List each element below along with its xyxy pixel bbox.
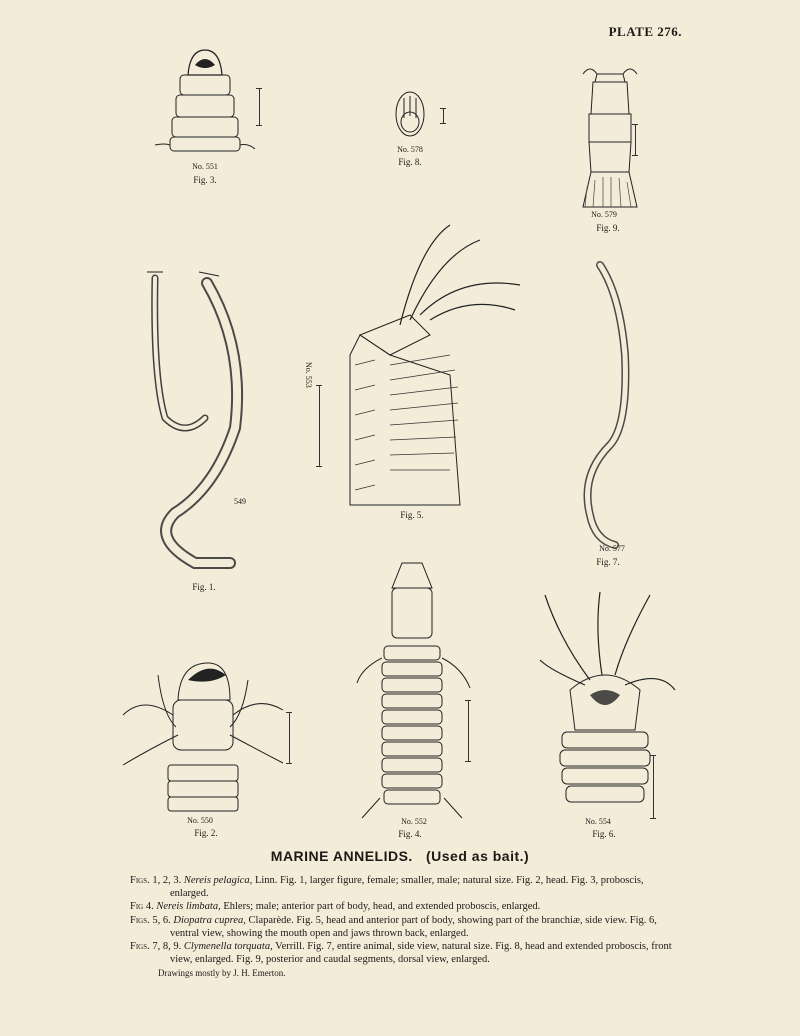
figure-5-label: Fig. 5. xyxy=(400,510,424,520)
caption-species: Nereis limbata, xyxy=(156,901,221,913)
figure-9-label: Fig. 9. xyxy=(596,223,620,233)
caption-figs: Figs. 5, 6. xyxy=(130,914,171,926)
figure-1-drawing xyxy=(135,258,275,578)
figure-3-drawing xyxy=(150,45,260,160)
caption-line xyxy=(130,940,675,966)
scale-bar-fig-9 xyxy=(632,124,638,156)
figure-4-label: Fig. 4. xyxy=(398,829,422,839)
caption-line xyxy=(130,914,675,940)
caption-species: Nereis pelagica, xyxy=(183,875,253,886)
figure-9-number: No. 579 xyxy=(591,210,617,219)
caption-line xyxy=(130,874,675,900)
figure-5-number: No. 553 xyxy=(304,362,313,388)
plate-title-sub: (Used as bait.) xyxy=(426,848,530,864)
figure-5-drawing xyxy=(330,215,530,515)
plate-title-main: MARINE ANNELIDS. xyxy=(270,848,413,864)
plate-number: PLATE 276. xyxy=(608,24,682,39)
figure-2-label: Fig. 2. xyxy=(194,828,218,838)
figure-2-drawing xyxy=(118,655,288,815)
figure-4-number: No. 552 xyxy=(401,817,427,826)
caption-figs: Fig 4. xyxy=(130,901,154,913)
caption-figs: Figs. 1, 2, 3. xyxy=(130,875,182,886)
figure-8-drawing xyxy=(392,88,428,140)
figure-3-number: No. 551 xyxy=(192,162,218,171)
scale-bar-fig-5 xyxy=(316,385,322,467)
caption-species: Clymenella torquata, xyxy=(183,941,273,953)
caption-species: Diopatra cuprea, xyxy=(173,914,246,926)
figure-7-number: No. 577 xyxy=(599,544,625,553)
caption-line xyxy=(130,900,675,913)
figure-6-label: Fig. 6. xyxy=(592,829,616,839)
caption-text: Claparède. Fig. 5, head and anterior part of body, showing part of the branchiæ, side view. Fig. 6, ventral view, showing the mouth open and jaws thrown back, enlarged. xyxy=(170,914,657,939)
figure-3-label: Fig. 3. xyxy=(193,175,217,185)
figure-8-label: Fig. 8. xyxy=(398,157,422,167)
caption-block xyxy=(130,874,675,981)
figure-8-number: No. 578 xyxy=(397,145,423,154)
caption-text: Linn. Fig. 1, larger figure, female; smaller, male; natural size. Fig. 2, head. Fig. 3, proboscis, enlarged. xyxy=(170,875,644,900)
caption-text: Verrill. Fig. 7, entire animal, side view, natural size. Fig. 8, head and extended proboscis, front view, enlarged. Fig. 9, posterior and caudal segments, dorsal view, enlarged. xyxy=(170,941,672,966)
figure-6-drawing xyxy=(530,590,690,820)
figure-2-number: No. 550 xyxy=(187,816,213,825)
figure-4-drawing xyxy=(352,558,472,823)
scale-bar-fig-3 xyxy=(256,88,262,126)
scale-bar-fig-6 xyxy=(650,755,656,819)
figure-7-label: Fig. 7. xyxy=(596,557,620,567)
figure-1-label: Fig. 1. xyxy=(192,582,216,592)
figure-7-drawing xyxy=(570,255,650,550)
scale-bar-fig-8 xyxy=(440,108,446,124)
plate-title xyxy=(0,848,800,864)
figure-6-number: No. 554 xyxy=(585,817,611,826)
drawing-credit: Drawings mostly by J. H. Emerton. xyxy=(158,968,286,979)
scale-bar-fig-4 xyxy=(465,700,471,762)
scale-bar-fig-2 xyxy=(286,712,292,764)
figure-1-number: 549 xyxy=(234,497,246,506)
caption-figs: Figs. 7, 8, 9. xyxy=(130,941,182,953)
caption-text: Ehlers; male; anterior part of body, head, and extended proboscis, enlarged. xyxy=(220,901,541,913)
